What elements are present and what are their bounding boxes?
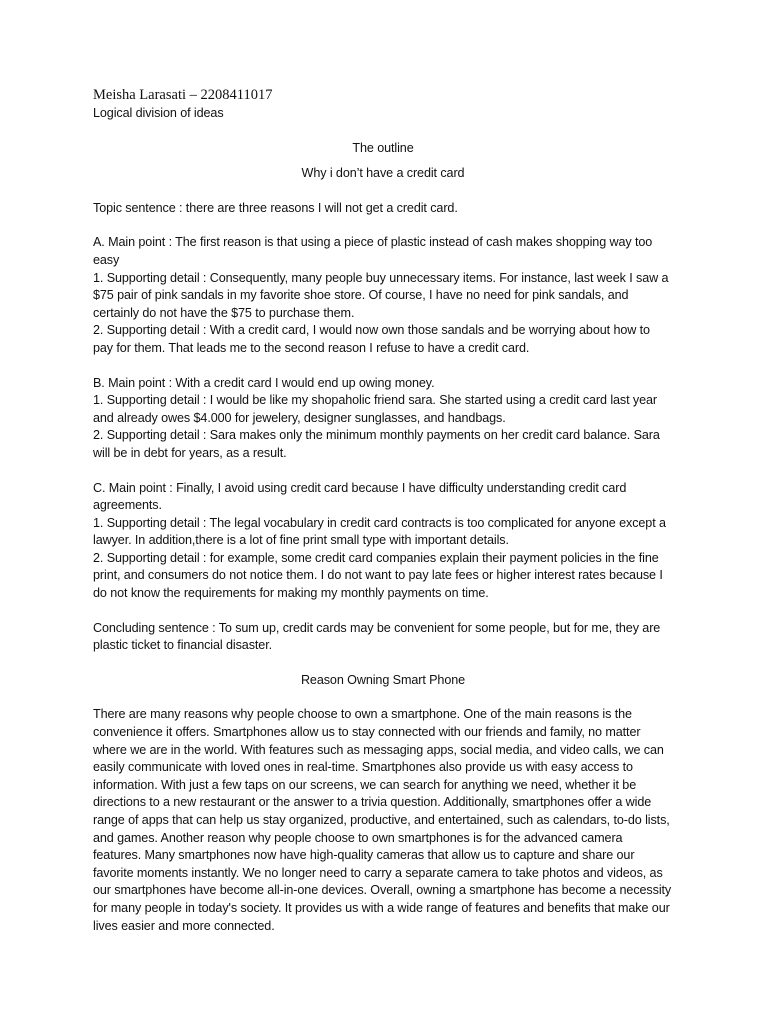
main-point: C. Main point : Finally, I avoid using credit card because I have difficulty understanding credit card agreements. xyxy=(93,480,627,513)
main-point: B. Main point : With a credit card I would end up owing money. xyxy=(93,375,435,390)
author-line: Meisha Larasati – 2208411017 xyxy=(93,87,273,103)
outline-section-b xyxy=(93,375,673,463)
supporting-detail: 1. Supporting detail : Consequently, many people buy unnecessary items. For instance, last week I saw a $75 pair of pink sandals in my favorite shoe store. Of course, I have no need for pink sandals, and certainly do not have the $75 to purchase them. xyxy=(93,270,669,320)
outline-section-a xyxy=(93,234,673,357)
supporting-detail: 1. Supporting detail : The legal vocabulary in credit card contracts is too complicated for anyone except a lawyer. In addition,there is a lot of fine print small type with important details. xyxy=(93,515,666,548)
outline-section-c xyxy=(93,480,673,603)
outline-heading: The outline xyxy=(352,140,414,155)
essay-title: Reason Owning Smart Phone xyxy=(300,672,466,687)
supporting-detail: 1. Supporting detail : I would be like my shopaholic friend sara. She started using a credit card last year and already owes $4.000 for jewelery, designer sunglasses, and handbags. xyxy=(93,393,658,425)
main-point: A. Main point : The first reason is that using a piece of plastic instead of cash makes shopping way too easy xyxy=(93,235,653,267)
document-subject: Logical division of ideas xyxy=(93,106,224,120)
supporting-detail: 2. Supporting detail : Sara makes only the minimum monthly payments on her credit card balance. Sara will be in debt for years, as a result. xyxy=(93,428,660,460)
document-page xyxy=(93,86,673,935)
outline-title: Why i don’t have a credit card xyxy=(301,166,465,181)
concluding-sentence: Concluding sentence : To sum up, credit cards may be convenient for some people, but for me, they are plastic ticket to financial disaster. xyxy=(93,620,661,653)
supporting-detail: 2. Supporting detail : for example, some credit card companies explain their payment policies in the fine print, and consumers do not notice them. I do not want to pay late fees or higher interest rates because I do not know the requirements for making my monthly payments on time. xyxy=(93,550,663,601)
topic-sentence: Topic sentence : there are three reasons I will not get a credit card. xyxy=(93,200,458,215)
supporting-detail: 2. Supporting detail : With a credit card, I would now own those sandals and be worrying about how to pay for them. That leads me to the second reason I refuse to have a credit card. xyxy=(93,323,650,355)
essay-body: There are many reasons why people choose to own a smartphone. One of the main reasons is the convenience it offers. Smartphones allow us to stay connected with our friends and family, no matter where we are in the world. With features such as messaging apps, social media, and video calls, we can easily communicate with loved ones in real-time. Smartphones also provide us with easy access to information. With just a few taps on our screens, we can search for anything we need, whether it be directions to a new restaurant or the answer to a trivia question. Additionally, smartphones offer a wide range of apps that can help us stay organized, productive, and entertained, such as calendars, to-do lists, and games. Another reason why people choose to own smartphones is for the advanced camera features. Many smartphones now have high-quality cameras that allow us to capture and share our favorite moments instantly. We no longer need to carry a separate camera to take photos and videos, as our smartphones have become all-in-one devices. Overall, owning a smartphone has become a necessity for many people in today's society. It provides us with a wide range of features and benefits that make our lives easier and more connected. xyxy=(93,707,672,933)
